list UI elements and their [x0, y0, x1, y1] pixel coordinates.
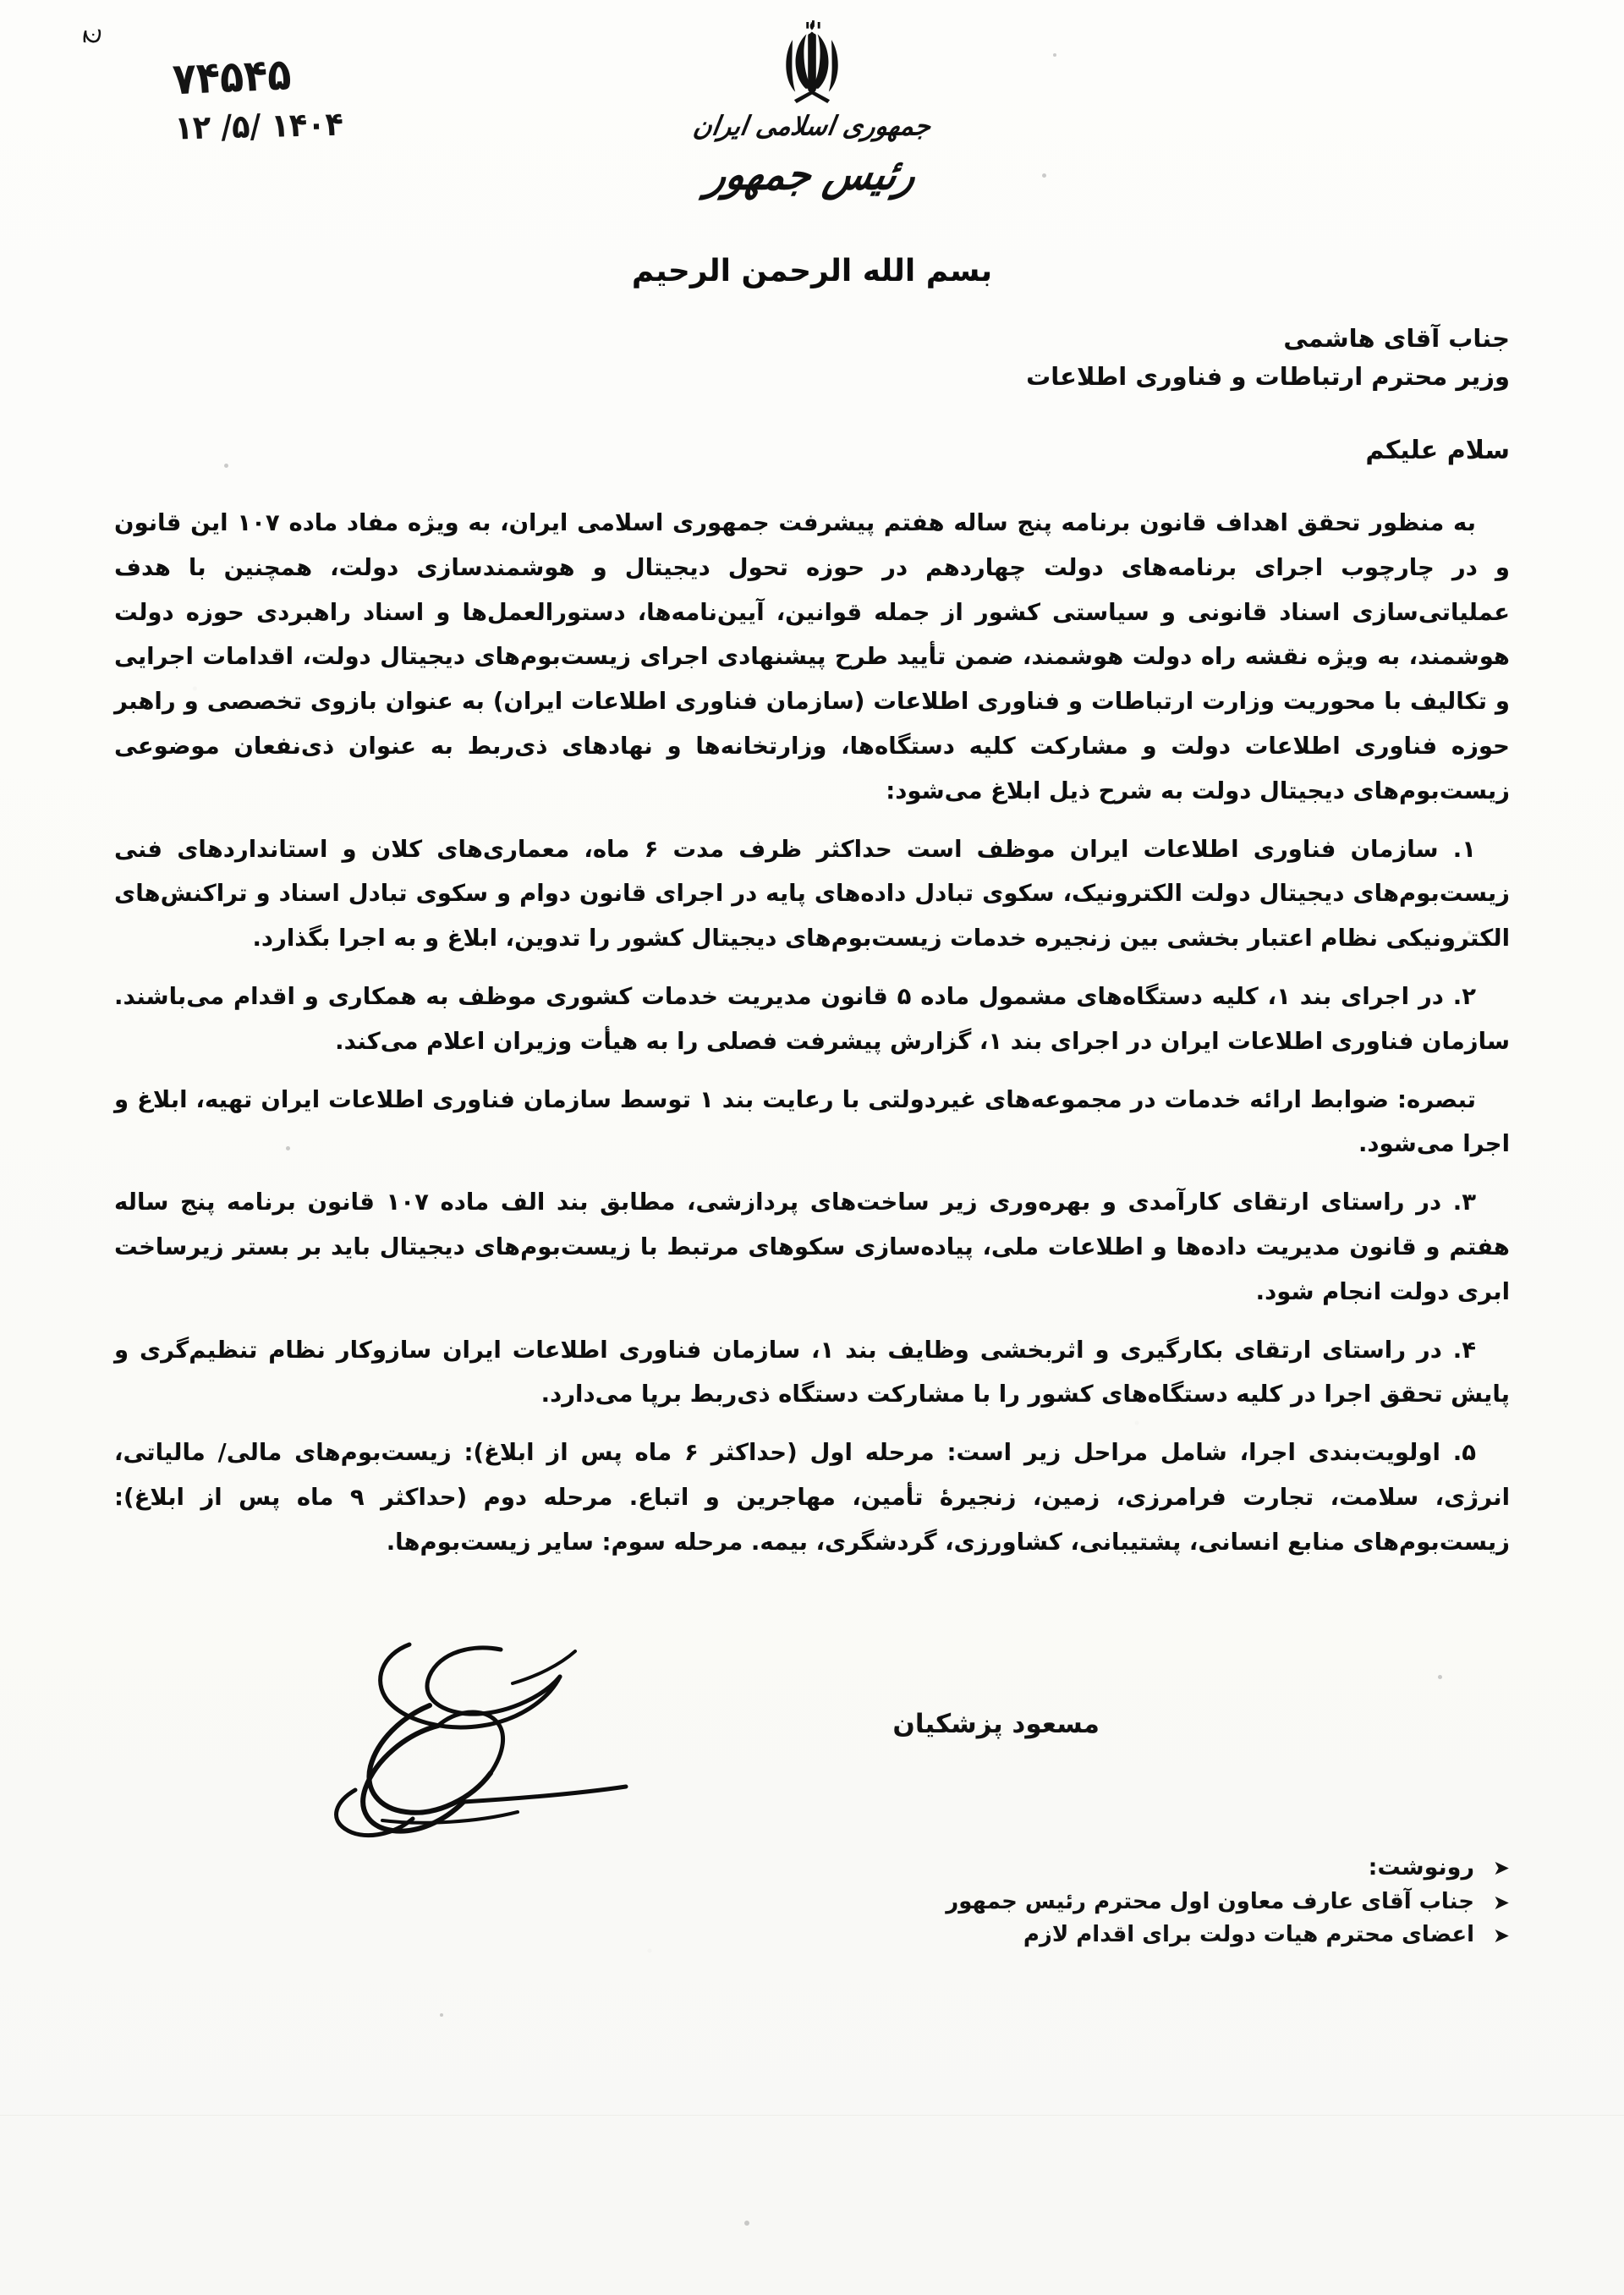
corner-handwritten-mark: ج: [70, 26, 102, 47]
paper-speck: [224, 464, 228, 468]
handwritten-signature: [254, 1599, 778, 1853]
arrow-bullet-icon: ➤: [1492, 1923, 1510, 1947]
organization-name: جمهوری اسلامی ایران: [691, 111, 933, 142]
president-role-title: رئیس جمهور: [703, 149, 921, 200]
paragraph-clause-1: ۱. سازمان فناوری اطلاعات ایران موظف است حداکثر ظرف مدت ۶ ماه، معماری‌های کلان و استانداردهای فنی زیست‌بوم‌های دیجیتال دولت الکترونیک، سکوی تبادل داده‌های پایه در اجرای قانون دوام و سکوی تبادل اسناد و تراکنش‌های الکترونیکی نظام اعتبار بخشی بین زنجیره خدمات زیست‌بوم‌های دیجیتال کشور را تدوین، ابلاغ و به اجرا بگذارد.: [114, 835, 1510, 953]
iran-emblem-icon: [771, 19, 853, 107]
addressee-block: [1026, 320, 1510, 396]
paragraph-clause-5: ۵. اولویت‌بندی اجرا، شامل مراحل زیر است: مرحله اول (حداکثر ۶ ماه پس از ابلاغ): زیست‌بوم‌های مالی/ مالیاتی، انرژی، سلامت، تجارت فرامرزی، زمین، زنجیرهٔ تأمین، مهاجرین و اتباع. مرحله دوم (حداکثر ۹ ماه پس از ابلاغ): زیست‌بوم‌های منابع انسانی، پشتیبانی، کشاورزی، گردشگری، بیمه. مرحله سوم: سایر زیست‌بوم‌ها.: [114, 1439, 1511, 1556]
cc-item: [946, 1886, 1510, 1919]
cc-item: [946, 1919, 1510, 1952]
addressee-name: جناب آقای هاشمی: [1283, 324, 1510, 353]
cc-item-label: جناب آقای عارف معاون اول محترم رئیس جمهور: [946, 1889, 1474, 1914]
cc-title: [946, 1854, 1510, 1880]
paper-fold-line: [0, 2115, 1624, 2116]
paragraph-clause-3: ۳. در راستای ارتقای کارآمدی و بهره‌وری زیر ساخت‌های پردازشی، مطابق بند الف ماده ۱۰۷ قانون برنامه پنج ساله هفتم و قانون مدیریت داده‌ها و اطلاعات ملی، پیاده‌سازی سکوهای مرتبط با زیست‌بوم‌های دیجیتال باید بر بستر زیرساخت ابری دولت انجام شود.: [114, 1189, 1510, 1305]
cc-title-label: رونوشت:: [1368, 1854, 1474, 1880]
letter-body: [114, 501, 1510, 1578]
signatory-name: مسعود پزشکیان: [892, 1709, 1100, 1739]
letterhead: [0, 19, 1624, 200]
paragraph-clause-4: ۴. در راستای ارتقای بکارگیری و اثربخشی وظایف بند ۱، سازمان فناوری اطلاعات ایران سازوکار نظام تنظیم‌گری و پایش تحقق اجرا در کلیه دستگاه‌های کشور را با مشارکت دستگاه ذی‌ربط برپا می‌دارد.: [114, 1336, 1510, 1408]
addressee-title: وزیر محترم ارتباطات و فناوری اطلاعات: [1026, 361, 1510, 391]
arrow-bullet-icon: ➤: [1492, 1890, 1510, 1914]
cc-item-label: اعضای محترم هیات دولت برای اقدام لازم: [1023, 1922, 1474, 1947]
bismillah-text: بسم الله الرحمن الرحیم: [631, 254, 993, 288]
paragraph-note: تبصره: ضوابط ارائه خدمات در مجموعه‌های غیردولتی با رعایت بند ۱ توسط سازمان فناوری اطلاعات ایران تهیه، ابلاغ و اجرا می‌شود.: [114, 1085, 1510, 1158]
arrow-bullet-icon: ➤: [1492, 1855, 1510, 1880]
paragraph-intro: به منظور تحقق اهداف قانون برنامه پنج ساله هفتم پیشرفت جمهوری اسلامی ایران، به ویژه مفاد ماده ۱۰۷ این قانون و در چارچوب اجرای برنامه‌های دولت چهاردهم در حوزه تحول دیجیتال و هوشمندسازی دولت، همچنین با هدف عملیاتی‌سازی اسناد قانونی و سیاستی کشور از جمله قوانین، آیین‌نامه‌ها، دستورالعمل‌ها و اسناد راهبردی حوزه دولت هوشمند، به ویژه نقشه راه دولت هوشمند، ضمن تأیید طرح پیشنهادی اجرای زیست‌بوم‌های دیجیتال دولت، اقدامات اجرایی و تکالیف با محوریت وزارت ارتباطات و فناوری اطلاعات (سازمان فناوری اطلاعات ایران) به عنوان بازوی تخصصی و راهبر حوزه فناوری اطلاعات دولت و مشارکت کلیه دستگاه‌ها، وزارتخانه‌ها و نهادهای ذی‌ربط به عنوان ذی‌نفعان موضوعی زیست‌بوم‌های دیجیتال دولت به شرح ذیل ابلاغ می‌شود:: [114, 509, 1510, 804]
paper-speck: [744, 2221, 749, 2226]
registration-date: ۱۴۰۴ /۵/ ۱۲: [173, 106, 344, 148]
paper-speck: [440, 2013, 443, 2017]
cc-distribution-block: [946, 1854, 1510, 1952]
registration-number: ۷۴۵۴۵: [171, 48, 293, 105]
paragraph-clause-2: ۲. در اجرای بند ۱، کلیه دستگاه‌های مشمول ماده ۵ قانون مدیریت خدمات کشوری موظف به همکاری و اقدام می‌باشند. سازمان فناوری اطلاعات ایران در اجرای بند ۱، گزارش پیشرفت فصلی را به هیأت وزیران اعلام می‌کند.: [114, 982, 1510, 1055]
paper-speck: [1438, 1675, 1442, 1679]
greeting-text: سلام علیکم: [1365, 436, 1510, 465]
